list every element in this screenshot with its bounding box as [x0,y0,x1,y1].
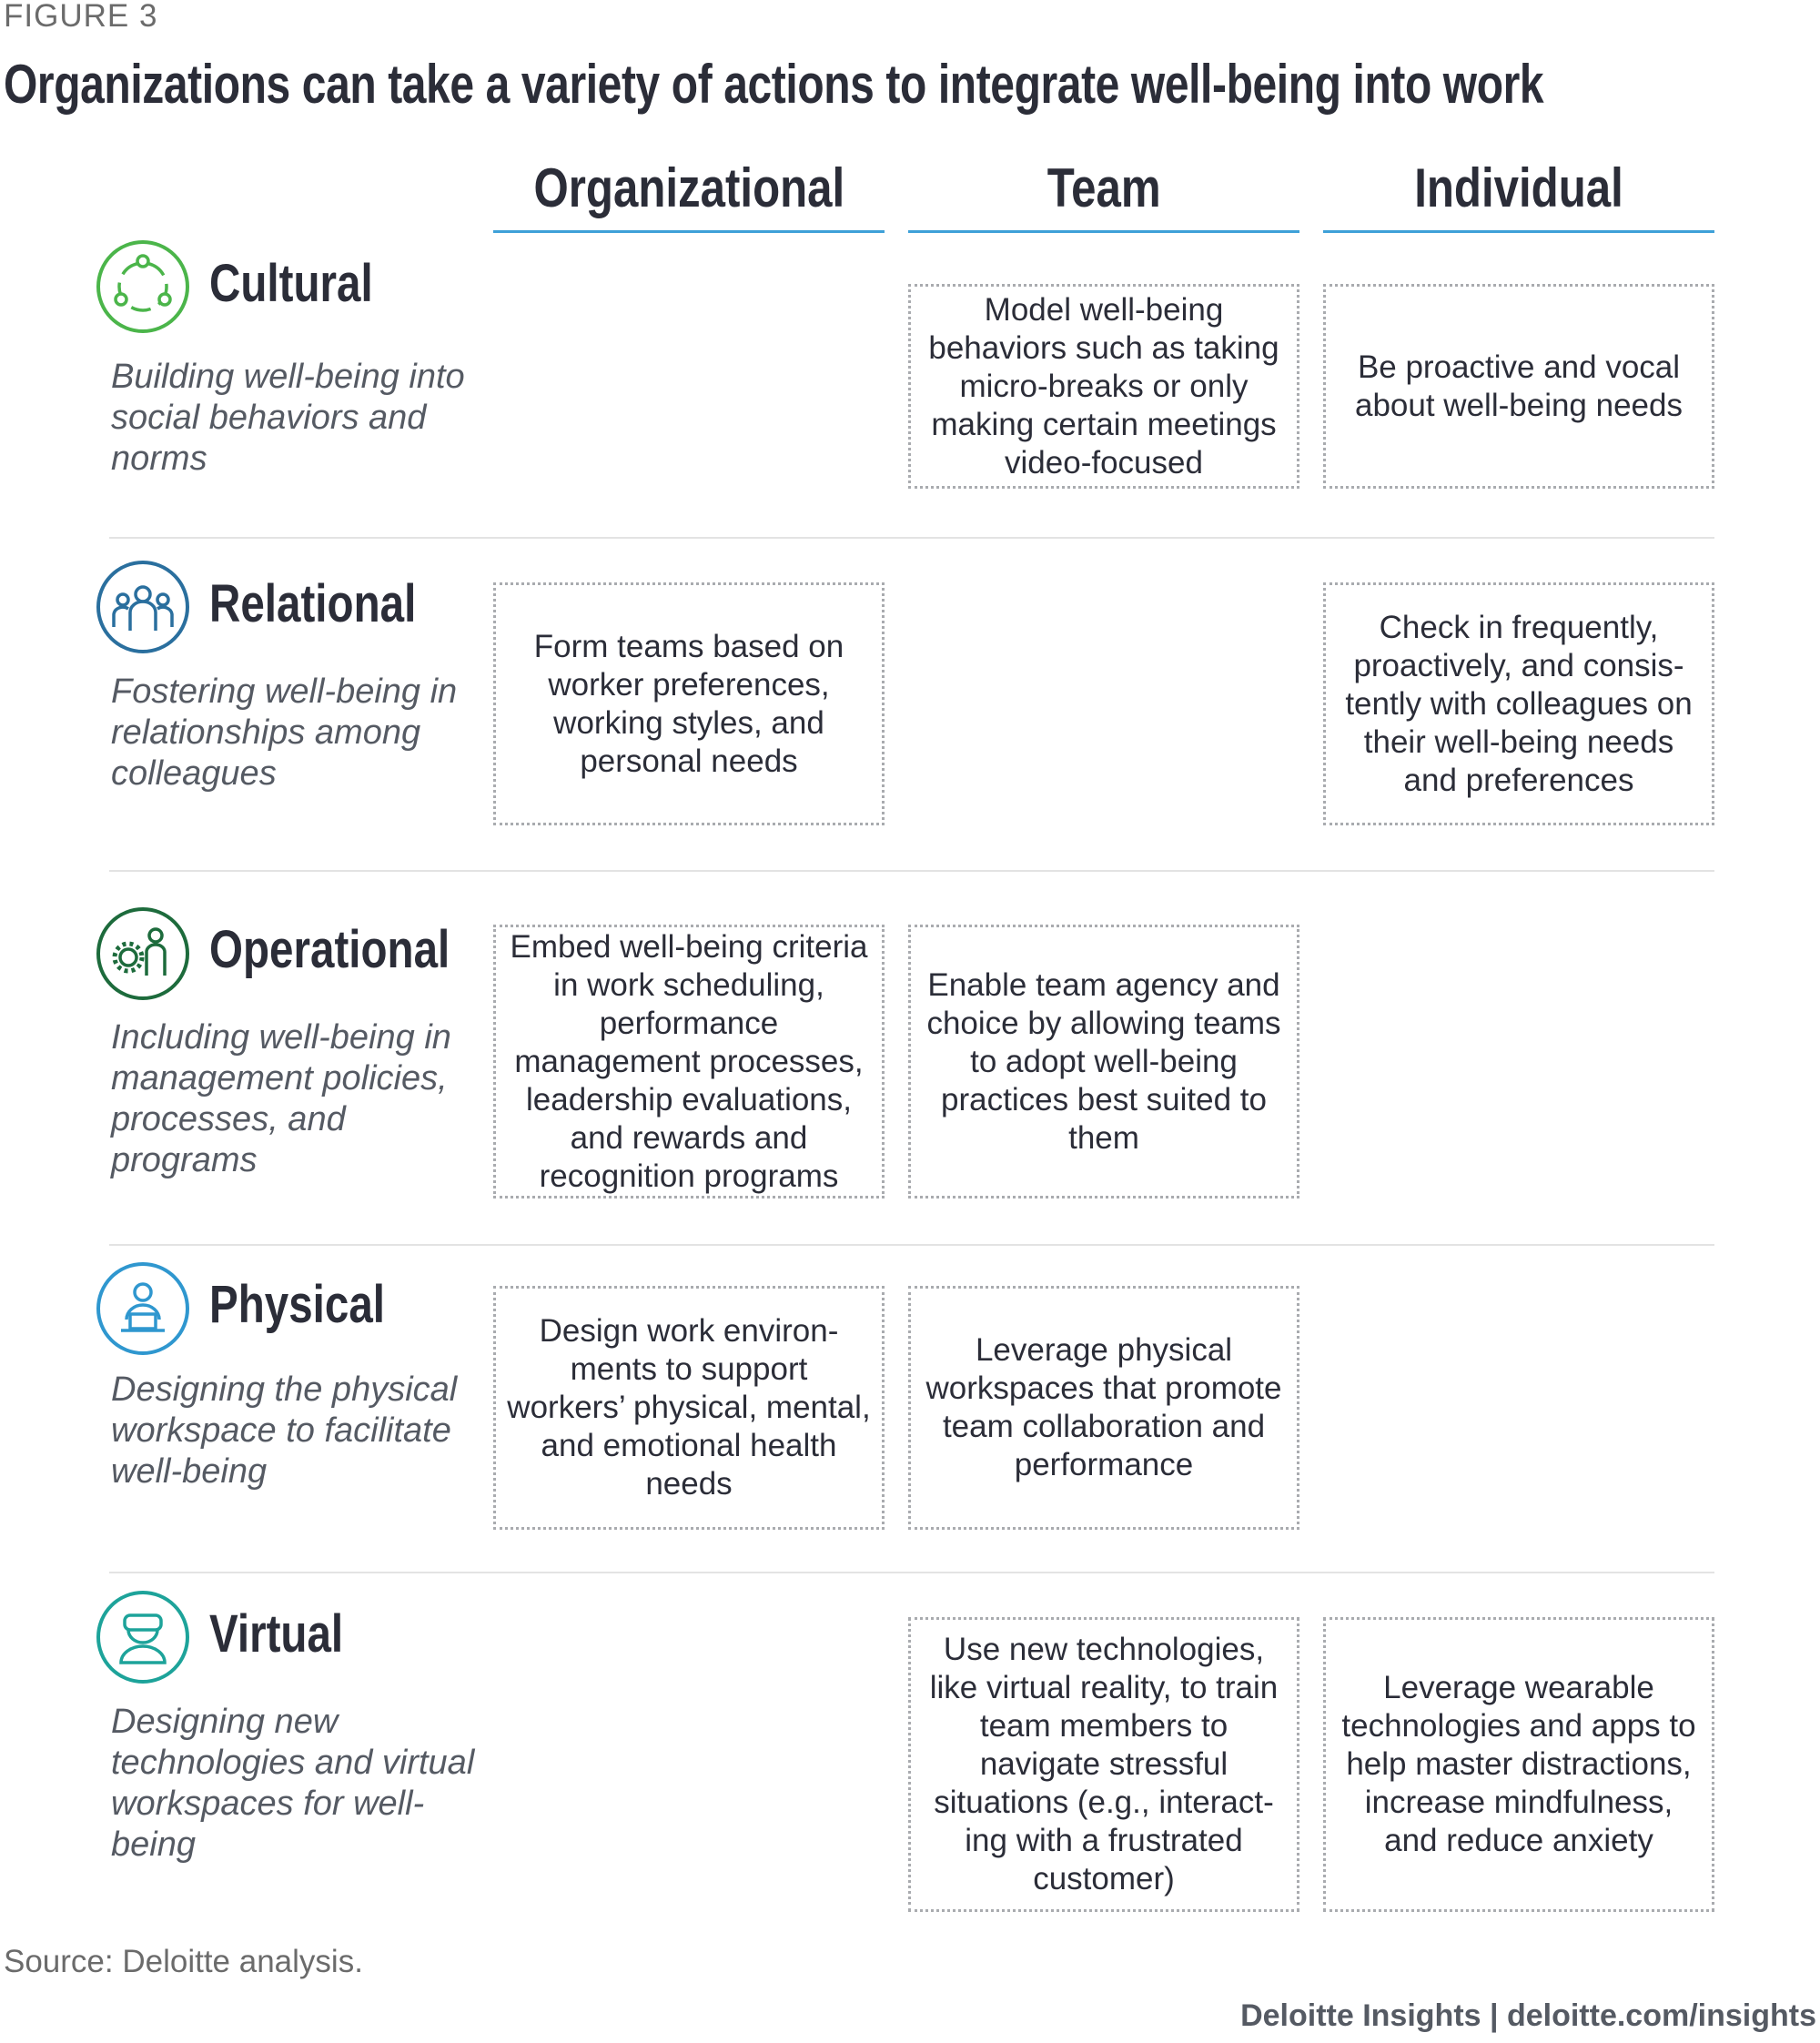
row-name-relational: Relational [209,574,417,633]
cell-relational-individual: Check in frequently, proactively, and consis- tently with colleagues on their well-being needs and preferences [1323,582,1714,825]
person-laptop-icon [96,1261,190,1356]
column-header-organizational: Organizational [493,157,885,233]
cell-cultural-individual: Be proactive and vocal about well-being needs [1323,284,1714,489]
cell-physical-team: Leverage physical workspaces that promote team collaboration and performance [908,1286,1299,1530]
cell-operational-organizational: Embed well-being criteria in work scheduling, performance management processes, leadership evaluations, and rewards and recognition programs [493,925,885,1198]
row-name-operational: Operational [209,920,450,979]
column-header-individual: Individual [1323,157,1714,233]
cell-relational-organizational: Form teams based on worker preferences, working styles, and personal needs [493,582,885,825]
cell-virtual-team: Use new technologies, like virtual reality, to train team members to navigate stressful situations (e.g., interact- ing with a frustrated customer) [908,1617,1299,1912]
cell-operational-team: Enable team agency and choice by allowing teams to adopt well-being practices best suited to them [908,925,1299,1198]
row-description-cultural: Building well-being into social behaviors and norms [111,358,465,478]
row-divider [109,870,1714,872]
row-description-virtual: Designing new technologies and virtual workspaces for well-being [111,1703,475,1864]
footer-credit: Deloitte Insights | deloitte.com/insights [1240,1998,1816,2033]
cell-physical-organizational: Design work environ- ments to support workers’ physical, mental, and emotional health needs [493,1286,885,1530]
group-icon [96,560,190,654]
row-divider [109,1244,1714,1246]
row-description-physical: Designing the physical workspace to facilitate well-being [111,1370,458,1491]
page-title: Organizations can take a variety of actions to integrate well-being into work [4,54,1544,115]
cycle-people-icon [96,239,190,334]
row-name-physical: Physical [209,1275,386,1334]
row-divider [109,1572,1714,1573]
column-header-team: Team [908,157,1299,233]
row-description-operational: Including well-being in management policies, processes, and programs [111,1018,451,1179]
figure-label: FIGURE 3 [4,0,158,34]
row-description-relational: Fostering well-being in relationships among colleagues [111,673,458,793]
cell-cultural-team: Model well-being behaviors such as taking micro-breaks or only making certain meetings video-focused [908,284,1299,489]
row-name-virtual: Virtual [209,1604,344,1664]
row-divider [109,537,1714,539]
cell-virtual-individual: Leverage wearable technologies and apps to help master distractions, increase mindfulness, and reduce anxiety [1323,1617,1714,1912]
source-note: Source: Deloitte analysis. [4,1944,363,1979]
vr-headset-person-icon [96,1590,190,1684]
gear-person-icon [96,906,190,1001]
row-name-cultural: Cultural [209,254,373,313]
